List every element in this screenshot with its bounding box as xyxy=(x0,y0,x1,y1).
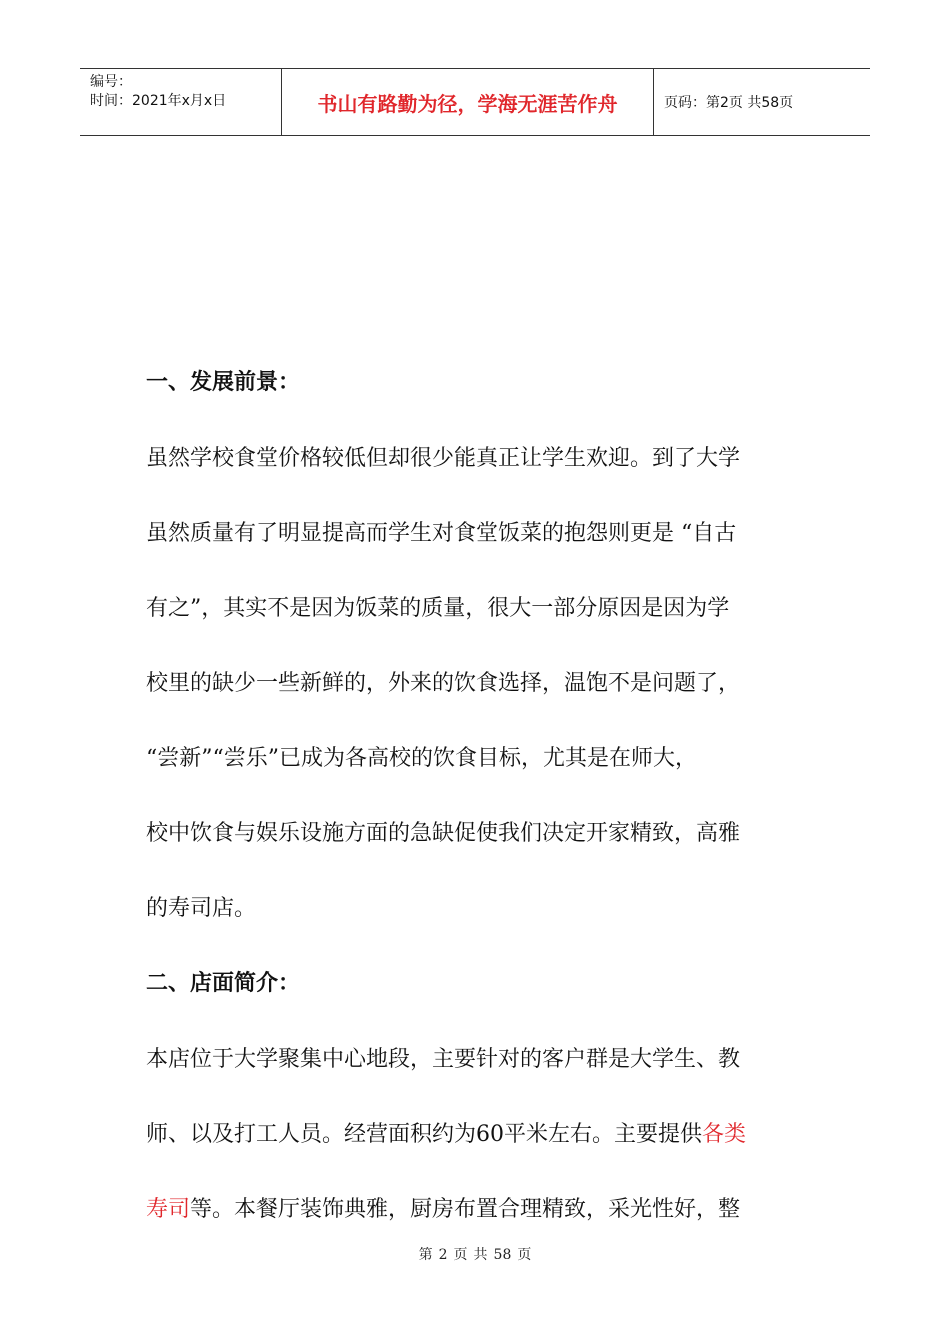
paragraph-line: 有之”，其实不是因为饭菜的质量，很大一部分原因是因为学 xyxy=(146,596,730,621)
header-meta xyxy=(80,69,282,135)
paragraph-line: 的寿司店。 xyxy=(146,896,257,921)
paragraph-line-with-highlight xyxy=(146,1172,826,1247)
header-page-info xyxy=(654,69,870,135)
footer-ye: 页 xyxy=(453,1247,468,1263)
number-label: 编号： xyxy=(90,74,132,90)
section-heading-store-intro: 二、店面简介： xyxy=(146,971,301,996)
page-footer xyxy=(0,1244,950,1264)
footer-di: 第 xyxy=(418,1247,433,1263)
document-header xyxy=(80,68,870,136)
highlight-text: 寿司 xyxy=(146,1197,191,1222)
paragraph-text: 师、以及打工人员。经营面积约为60平米左右。主要提供 xyxy=(146,1122,702,1147)
paragraph-line: “尝新”“尝乐”已成为各高校的饮食目标，尤其是在师大， xyxy=(146,746,697,771)
footer-ye: 页 xyxy=(517,1247,532,1263)
footer-page-number: 2 xyxy=(438,1247,448,1263)
footer-gong: 共 xyxy=(473,1247,488,1263)
paragraph-line: 虽然学校食堂价格较低但却很少能真正让学生欢迎。到了大学 xyxy=(146,446,741,471)
paragraph-line: 虽然质量有了明显提高而学生对食堂饭菜的抱怨则更是 “自古 xyxy=(146,521,737,546)
paragraph-text: 等。本餐厅装饰典雅，厨房布置合理精致，采光性好，整 xyxy=(190,1197,741,1222)
paragraph-line: 本店位于大学聚集中心地段，主要针对的客户群是大学生、教 xyxy=(146,1047,741,1072)
document-body xyxy=(146,345,826,1247)
page-info-text: 页码：第2页 共58页 xyxy=(664,95,794,111)
footer-total-pages: 58 xyxy=(493,1247,512,1263)
highlight-text: 各类 xyxy=(702,1122,747,1147)
section-heading-prospects: 一、发展前景： xyxy=(146,370,301,395)
header-motto xyxy=(282,69,654,135)
paragraph-line: 校中饮食与娱乐设施方面的急缺促使我们决定开家精致，高雅 xyxy=(146,821,741,846)
paragraph-line-with-highlight xyxy=(146,1097,826,1172)
motto-text: 书山有路勤为径，学海无涯苦作舟 xyxy=(317,91,618,116)
paragraph-line: 校里的缺少一些新鲜的，外来的饮食选择，温饱不是问题了， xyxy=(146,671,741,696)
time-label: 时间：2021年x月x日 xyxy=(90,93,227,109)
